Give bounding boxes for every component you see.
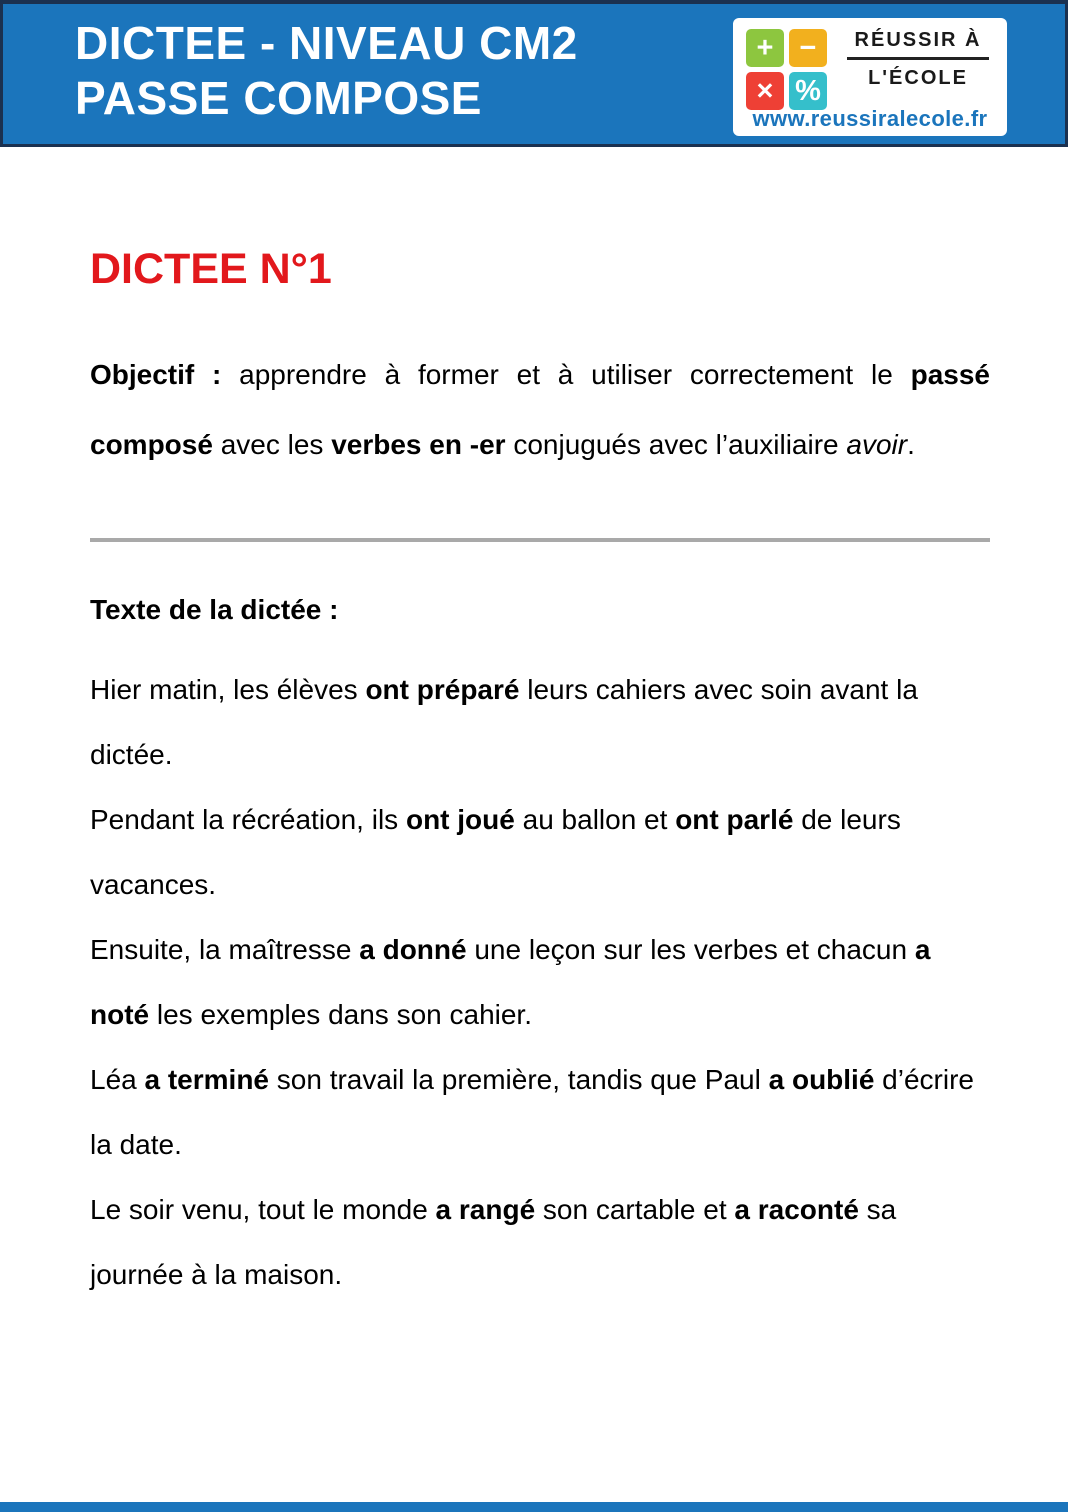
dictation-paragraph xyxy=(90,787,990,917)
text-run: au ballon et xyxy=(514,804,676,835)
dictation-paragraph xyxy=(90,917,990,1047)
emphasized-text-run: ont parlé xyxy=(675,804,794,835)
emphasized-text-run: a terminé xyxy=(144,1064,269,1095)
worksheet-title-line2: PASSE COMPOSE xyxy=(75,72,482,124)
worksheet-content xyxy=(90,0,990,1512)
text-run: Ensuite, la maîtresse xyxy=(90,934,360,965)
emphasized-text-run: ont joué xyxy=(405,804,515,835)
worksheet-title-line1: DICTEE - NIVEAU CM2 xyxy=(75,17,578,69)
minus-icon: − xyxy=(789,29,827,67)
text-run: de leurs vacances. xyxy=(90,804,901,900)
emphasized-text-run: Objectif : xyxy=(90,359,240,390)
dictee-number-heading: DICTEE N°1 xyxy=(90,245,332,293)
emphasized-text-run: a raconté xyxy=(734,1194,859,1225)
text-run: Hier matin, les élèves xyxy=(90,674,366,705)
text-run: son cartable et xyxy=(535,1194,735,1225)
dictation-section-heading: Texte de la dictée : xyxy=(90,594,339,625)
text-run: avec les xyxy=(212,429,332,460)
logo-brand-line2: L'ÉCOLE xyxy=(868,67,968,89)
text-run: leurs cahiers avec soin avant la dictée. xyxy=(90,674,918,770)
dictation-paragraph xyxy=(90,1047,990,1177)
emphasized-text-run: a noté xyxy=(90,934,931,1030)
percent-icon: % xyxy=(789,72,827,110)
footer-bar xyxy=(0,1502,1068,1512)
plus-icon: + xyxy=(746,29,784,67)
section-divider xyxy=(90,538,990,542)
dictation-text xyxy=(90,657,990,1307)
text-run: . xyxy=(907,429,915,460)
emphasized-text-run: a rangé xyxy=(435,1194,536,1225)
text-run: conjugués avec l’auxiliaire xyxy=(505,429,847,460)
emphasized-text-run: passé composé xyxy=(90,359,990,460)
dictation-paragraph xyxy=(90,657,990,787)
text-run: sa journée à la maison. xyxy=(90,1194,897,1290)
multiply-icon: × xyxy=(746,72,784,110)
emphasized-text-run: a oublié xyxy=(768,1064,875,1095)
dictation-paragraph xyxy=(90,1177,990,1307)
text-run: son travail la première, tandis que Paul xyxy=(269,1064,769,1095)
emphasized-text-run: a donné xyxy=(359,934,467,965)
text-run: Léa xyxy=(90,1064,145,1095)
text-run: Le soir venu, tout le monde xyxy=(90,1194,436,1225)
emphasized-text-run: avoir xyxy=(846,429,908,460)
text-run: apprendre à former et à utiliser correctement le xyxy=(239,359,911,390)
text-run: Pendant la récréation, ils xyxy=(90,804,406,835)
logo-brand-line1: RÉUSSIR À xyxy=(854,29,982,51)
text-run: une leçon sur les verbes et chacun xyxy=(466,934,915,965)
emphasized-text-run: ont préparé xyxy=(365,674,520,705)
objective-paragraph xyxy=(90,340,990,480)
text-run: d’écrire la date. xyxy=(90,1064,974,1160)
emphasized-text-run: verbes en -er xyxy=(331,429,506,460)
logo-website-link[interactable]: www.reussiralecole.fr xyxy=(752,106,988,131)
text-run: les exemples dans son cahier. xyxy=(149,999,532,1030)
